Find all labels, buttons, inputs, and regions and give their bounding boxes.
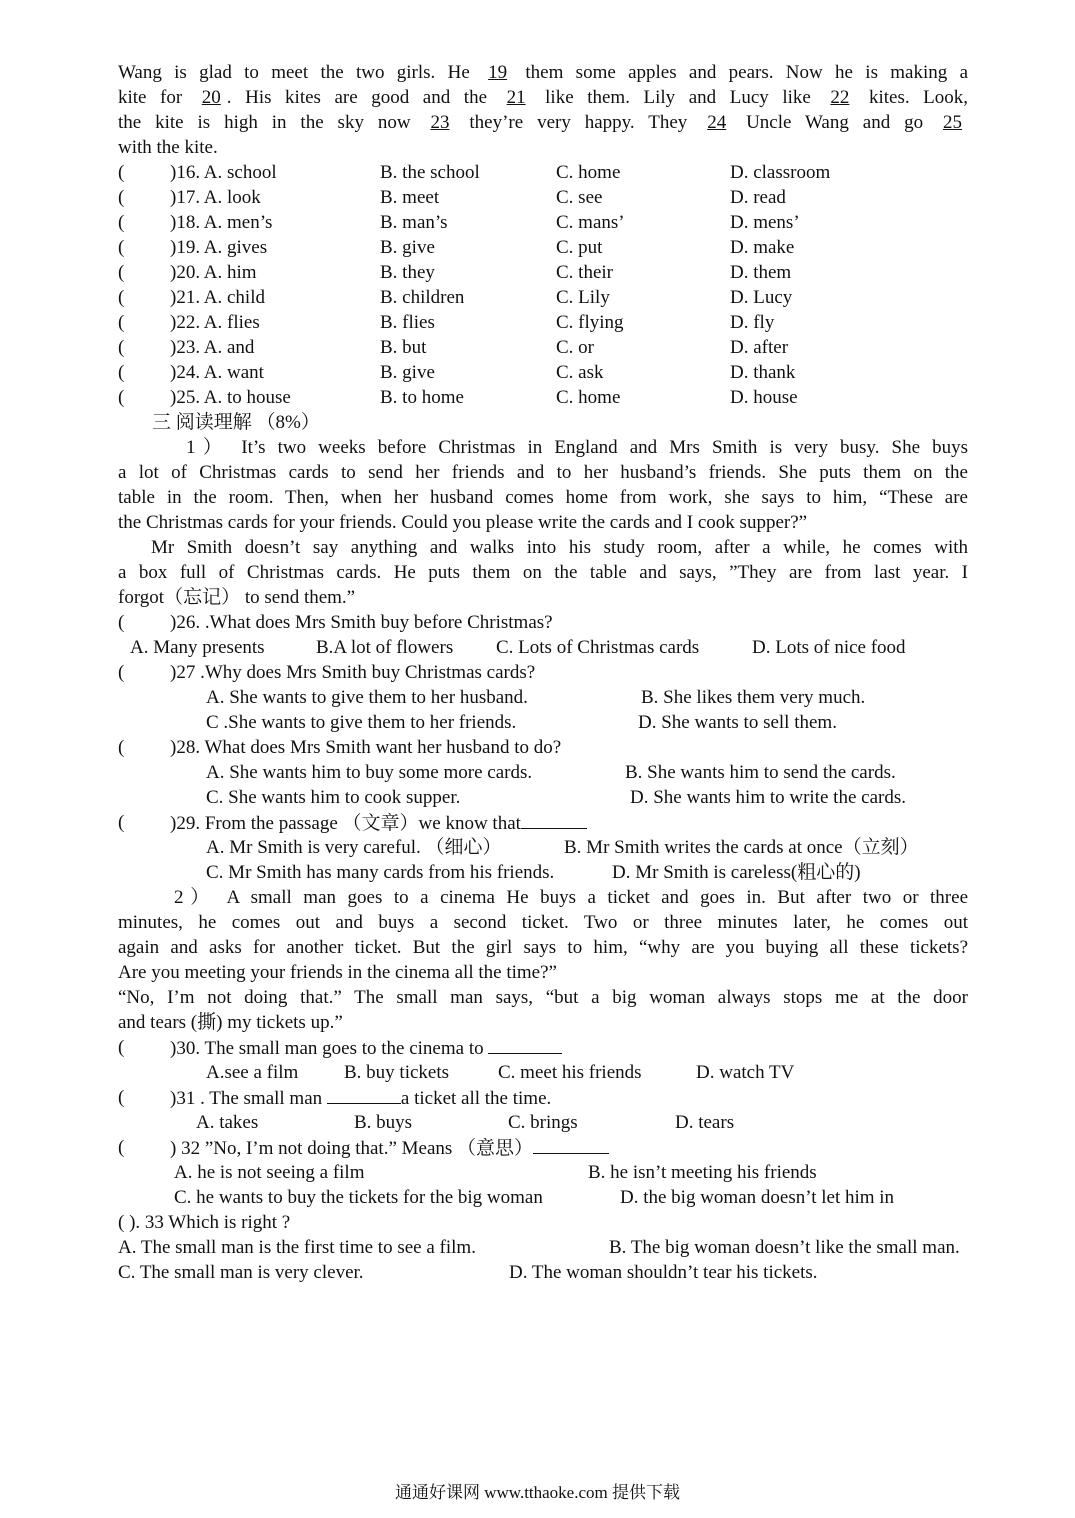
question-32-options-cd: C. he wants to buy the tickets for the big woman D. the big woman doesn’t let him in	[174, 1187, 895, 1208]
reading1-line-6: a box full of Christmas cards. He puts them on the table and says, ”They are from last year. I	[118, 562, 968, 583]
question-26-options: A. Many presents B.A lot of flowers C. Lots of Christmas cards D. Lots of nice food	[130, 637, 906, 658]
question-30-options: A.see a film B. buy tickets C. meet his friends D. watch TV	[206, 1062, 795, 1083]
question-33: ( ). 33 Which is right ?	[118, 1212, 291, 1233]
blank-25: 25	[943, 112, 962, 133]
reading1-line-7: forgot（忘记） to send them.”	[118, 587, 356, 608]
reading2-line-5: “No, I’m not doing that.” The small man says, “but a big woman always stops me at the door	[118, 987, 968, 1008]
cloze-row-24: ( )24. A. want B. give C. ask D. thank	[118, 362, 796, 383]
question-32-options-ab: A. he is not seeing a film B. he isn’t meeting his friends	[174, 1162, 817, 1183]
page-footer: 通通好课网 www.tthaoke.com 提供下载	[394, 1483, 681, 1502]
reading1-line-4: the Christmas cards for your friends. Could you please write the cards and I cook supper?”	[118, 512, 808, 533]
cloze-row-25: ( )25. A. to house B. to home C. home D. house	[118, 387, 798, 408]
reading2-line-2: minutes, he comes out and buys a second ticket. Two or three minutes later, he comes out	[118, 912, 968, 933]
question-31: ( )31 . The small man a ticket all the time.	[118, 1087, 552, 1109]
question-31-options: A. takes B. buys C. brings D. tears	[196, 1112, 735, 1133]
question-33-options-ab: A. The small man is the first time to see a film. B. The big woman doesn’t like the small man.	[118, 1237, 960, 1258]
reading2-line-3: again and asks for another ticket. But the girl says to him, “why are you buying all these tickets?	[118, 937, 968, 958]
question-27: ( )27 .Why does Mrs Smith buy Christmas cards?	[118, 662, 536, 683]
reading1-line-2: a lot of Christmas cards to send her friends and to her husband’s friends. She puts them on the	[118, 462, 968, 483]
cloze-row-16: ( )16. A. school B. the school C. home D. classroom	[118, 162, 831, 183]
question-29-options-ab: A. Mr Smith is very careful. （细心） B. Mr Smith writes the cards at once（立刻）	[206, 837, 919, 858]
section3-heading: 三 阅读理解 （8%）	[152, 412, 320, 433]
cloze-row-20: ( )20. A. him B. they C. their D. them	[118, 262, 792, 283]
passage-line-3: the kite is high in the sky now 23 they’re very happy. They 24 Uncle Wang and go 25	[118, 110, 968, 135]
answer-blank	[327, 1085, 401, 1104]
blank-21: 21	[506, 87, 526, 108]
question-28: ( )28. What does Mrs Smith want her husband to do?	[118, 737, 562, 758]
document-page	[118, 60, 968, 1285]
passage-line-2: kite for 20 . His kites are good and the 21 like them. Lily and Lucy like 22 kites. Look,	[118, 87, 968, 108]
question-27-options-cd: C .She wants to give them to her friends. D. She wants to sell them.	[206, 712, 837, 733]
blank-23: 23	[430, 112, 450, 133]
passage-line-4: with the kite.	[118, 137, 218, 158]
cloze-row-19: ( )19. A. gives B. give C. put D. make	[118, 237, 795, 258]
reading-passage-2	[118, 885, 968, 1035]
cloze-options	[118, 160, 968, 410]
blank-20: 20	[201, 87, 221, 108]
reading2-line-4: Are you meeting your friends in the cinema all the time?”	[118, 962, 557, 983]
question-29-options-cd: C. Mr Smith has many cards from his friends. D. Mr Smith is careless(粗心的)	[206, 862, 861, 883]
reading1-line-3: table in the room. Then, when her husband comes home from work, she says to him, “These are	[118, 487, 968, 508]
question-33-options-cd: C. The small man is very clever. D. The woman shouldn’t tear his tickets.	[118, 1262, 818, 1283]
reading2-line-1: 2） A small man goes to a cinema He buys a ticket and goes in. But after two or three	[174, 887, 968, 908]
reading-passage-1	[118, 435, 968, 610]
blank-24: 24	[707, 112, 727, 133]
reading2-line-6: and tears (撕) my tickets up.”	[118, 1012, 343, 1033]
cloze-row-18: ( )18. A. men’s B. man’s C. mans’ D. mens’	[118, 212, 800, 233]
question-26: ( )26. .What does Mrs Smith buy before Christmas?	[118, 612, 553, 633]
cloze-row-22: ( )22. A. flies B. flies C. flying D. fly	[118, 312, 775, 333]
reading1-line-1: 1） It’s two weeks before Christmas in England and Mrs Smith is very busy. She buys	[186, 437, 968, 458]
reading1-line-5: Mr Smith doesn’t say anything and walks into his study room, after a while, he comes with	[151, 537, 968, 558]
question-27-options-ab: A. She wants to give them to her husband. B. She likes them very much.	[206, 687, 866, 708]
answer-blank	[521, 810, 587, 829]
cloze-row-23: ( )23. A. and B. but C. or D. after	[118, 337, 789, 358]
question-28-options-ab: A. She wants him to buy some more cards. B. She wants him to send the cards.	[206, 762, 896, 783]
question-29: ( )29. From the passage （文章）we know that	[118, 810, 968, 835]
blank-19: 19	[488, 62, 508, 83]
answer-blank	[533, 1135, 609, 1154]
cloze-row-21: ( )21. A. child B. children C. Lily D. Lucy	[118, 287, 793, 308]
passage-line-1: Wang is glad to meet the two girls. He 19 them some apples and pears. Now he is making a	[118, 62, 968, 83]
question-28-options-cd: C. She wants him to cook supper. D. She wants him to write the cards.	[206, 787, 906, 808]
cloze-row-17: ( )17. A. look B. meet C. see D. read	[118, 187, 786, 208]
answer-blank	[488, 1035, 562, 1054]
blank-22: 22	[830, 87, 850, 108]
question-32: ( ) 32 ”No, I’m not doing that.” Means （意思）	[118, 1135, 968, 1160]
question-30: ( )30. The small man goes to the cinema to	[118, 1035, 968, 1060]
